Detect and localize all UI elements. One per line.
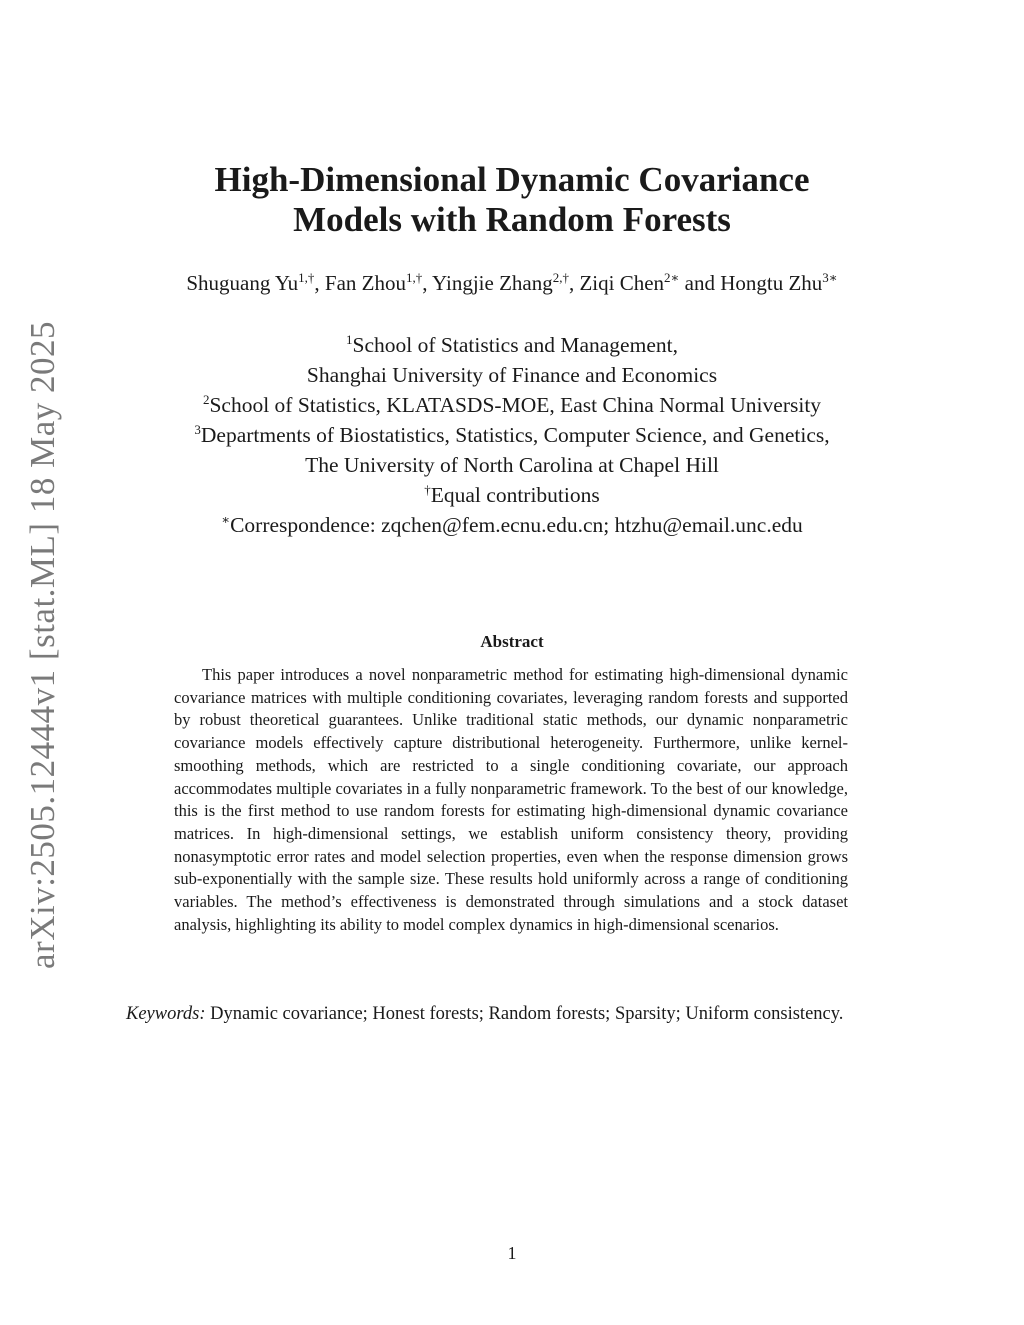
affiliation-line <box>0 360 1024 390</box>
author <box>720 271 837 295</box>
affiliation-text: The University of North Carolina at Chapel Hill <box>305 453 719 477</box>
keywords-section <box>126 1002 896 1026</box>
keywords-text: Dynamic covariance; Honest forests; Random forests; Sparsity; Uniform consistency. <box>210 1004 844 1024</box>
affiliation-text: School of Statistics, KLATASDS-MOE, East China Normal University <box>209 393 822 417</box>
affiliation-line <box>0 450 1024 480</box>
author-separator: , <box>314 271 325 295</box>
asterisk-mark: ∗ <box>221 512 231 527</box>
affiliation-text: Departments of Biostatistics, Statistics, Computer Science, and Genetics, <box>200 423 830 447</box>
affiliation-text: Shanghai University of Finance and Economics <box>306 363 718 387</box>
author-separator: , <box>422 271 432 295</box>
affiliation-text: Equal contributions <box>430 483 600 507</box>
equal-contribution-note <box>0 480 1024 510</box>
author-name: Hongtu Zhu <box>720 271 823 295</box>
author-affiliation-mark: 1,† <box>298 270 315 285</box>
author-separator: , <box>568 271 580 295</box>
author-affiliation-mark: 3∗ <box>822 270 838 285</box>
affiliation-mark: 3 <box>194 422 201 437</box>
author-name: Fan Zhou <box>324 271 406 295</box>
author-affiliation-mark: 1,† <box>406 270 423 285</box>
author-name: Shuguang Yu <box>186 271 299 295</box>
author-name: Yingjie Zhang <box>431 271 553 295</box>
arxiv-identifier-stamp: arXiv:2505.12444v1 [stat.ML] 18 May 2025 <box>23 321 62 969</box>
affiliation-text: School of Statistics and Management, <box>352 333 678 357</box>
author <box>325 271 432 295</box>
affiliation-block <box>0 330 1024 540</box>
page-number: 1 <box>507 1243 517 1263</box>
affiliation-line <box>0 330 1024 360</box>
author <box>186 271 325 295</box>
author <box>579 271 720 295</box>
keywords-label: Keywords: <box>126 1004 206 1024</box>
paper-title <box>0 160 1024 240</box>
dagger-mark: † <box>424 482 431 497</box>
abstract-body: This paper introduces a novel nonparametric method for estimating high-dimensional dynamic covariance matrices with multiple conditioning covariates, leveraging random forests and supported by robust theoretical guarantees. Unlike traditional static methods, our dynamic nonparametric covariance models effectively capture distributional heterogeneity. Furthermore, unlike kernel-smoothing methods, which are restricted to a single conditioning covariate, our approach accommodates multiple covariates in a fully nonparametric framework. To the best of our knowledge, this is the first method to use random forests for estimating high-dimensional dynamic covariance matrices. In high-dimensional settings, we establish uniform consistency theory, providing nonasymptotic error rates and model selection properties, even when the response dimension grows sub-exponentially with the sample size. These results hold uniformly across a range of conditioning variables. The method’s effectiveness is demonstrated through simulations and a stock dataset analysis, highlighting its ability to model complex dynamics in high-dimensional scenarios. <box>174 665 848 934</box>
affiliation-mark: 2 <box>202 392 210 407</box>
author-list <box>0 269 1024 297</box>
abstract-heading: Abstract <box>480 632 544 651</box>
correspondence-text: Correspondence: zqchen@fem.ecnu.edu.cn; htzhu@email.unc.edu <box>230 513 803 537</box>
paper-title-line-1: High-Dimensional Dynamic Covariance <box>214 160 810 199</box>
correspondence-line <box>0 510 1024 540</box>
paper-title-line-2: Models with Random Forests <box>293 200 731 239</box>
affiliation-mark: 1 <box>346 332 353 347</box>
author-name: Ziqi Chen <box>579 271 665 295</box>
author <box>432 271 579 295</box>
author-affiliation-mark: 2∗ <box>664 270 680 285</box>
author-affiliation-mark: 2,† <box>552 270 569 285</box>
affiliation-line <box>0 390 1024 420</box>
affiliation-line <box>0 420 1024 450</box>
author-separator: and <box>679 271 721 295</box>
